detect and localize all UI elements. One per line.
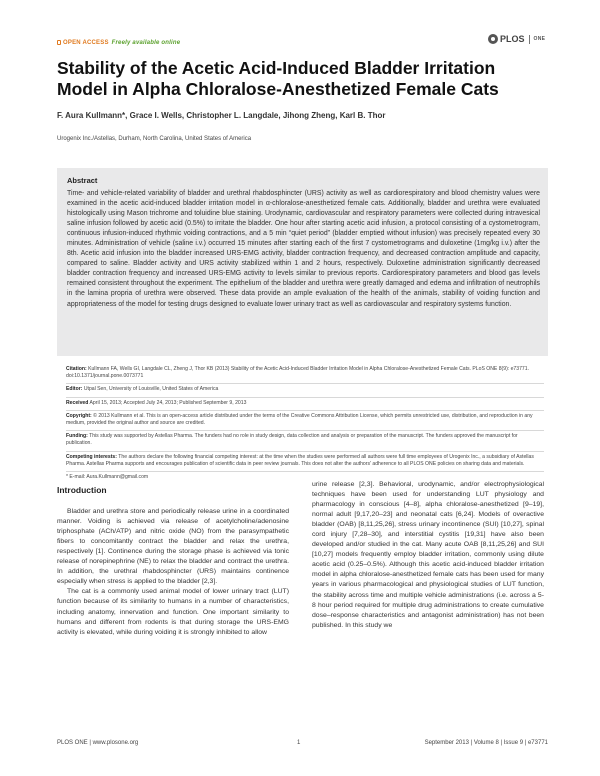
- journal-sub-text: ONE: [533, 36, 546, 42]
- dates-line: Received April 15, 2013; Accepted July 24, 2013; Published September 9, 2013: [66, 398, 544, 411]
- introduction-heading: Introduction: [57, 485, 107, 495]
- open-access-banner: [57, 40, 180, 46]
- journal-logo-text: PLOS: [500, 34, 525, 44]
- plos-one-logo: [488, 34, 545, 44]
- page-number: 1: [297, 740, 301, 746]
- right-column: [312, 480, 544, 631]
- funding-line: Funding: This study was supported by Astellas Pharma. The funders had no role in study design, data collection and analysis or preparation of the manuscript. The funders approved the manuscript for publication.: [66, 431, 544, 451]
- intro-paragraph: Bladder and urethra store and periodically release urine in a coordinated manner. Voiding is achieved via release of acetylcholine/adenosine triphosphate (ACh/ATP) and nitric oxide (NO) from the parasympathetic fibers to concomitantly contract the bladder and relax the urethra, respectively [1]. Continence during the storage phase is achieved via tonic release of norepinephrine (NE) to relax the bladder and contract the urethra. In addition, the urethral rhabdosphincter (URS) maintains continence especially when stress is applied to the bladder [2,3].: [57, 508, 289, 586]
- article-title: Stability of the Acetic Acid-Induced Bladder Irritation Model in Alpha Chloralose-Anesthetized Female Cats: [57, 58, 499, 99]
- email-line[interactable]: * E-mail: Aura.Kullmann@gmail.com: [66, 474, 149, 481]
- intro-paragraph: The cat is a commonly used animal model of lower urinary tract (LUT) function because of its similarity to humans in a number of characteristics, including anatomy, innervation and function. One important similarity to humans and different from rodents is that during storage the URS-EMG activity is elevated, while during voiding it is strongly inhibited to allow: [57, 588, 289, 636]
- freely-available-label: Freely available online: [111, 40, 181, 46]
- footer-journal-url[interactable]: PLOS ONE | www.plosone.org: [57, 740, 139, 746]
- abstract-box: [57, 168, 548, 356]
- logo-divider: [529, 35, 530, 44]
- abstract-heading: Abstract: [67, 176, 98, 185]
- footer-issue-info: September 2013 | Volume 8 | Issue 9 | e73771: [424, 740, 548, 746]
- intro-paragraph: urine release [2,3]. Behavioral, urodynamic, and/or electrophysiological techniques have been used for understanding LUT physiology and pharmacology in conscious [4–8], alpha chloralose-anesthetized [9–19], normal adult [9,17,20–23] and neonatal cats [6,24]. Models of overactive bladder (OAB) [8,11,25,26], stress urinary incontinence (SUI) [10,27], spinal cord injury [7,28–30], and interstitial cystitis [19,31] have also been developed and/or studied in the cat. Many acute OAB [8,11,25,26] and SUI [10,27] models frequently employ bladder irritation, commonly using dilute acetic acid (0.25–0.5%). Although this acetic acid-induced bladder irritation model in alpha chloralose-anesthetized female cats has been used for many years in various pharmacological and physiological studies of LUT function, the stability across time and multiple vehicle administrations (i.e. across a 5-8 hour period required for multiple drug administrations to create cumulative dose–response characteristics and antagonist administration) has not been published. In this study we: [312, 481, 544, 629]
- page-footer: [57, 740, 548, 750]
- competing-interests-line: Competing interests: The authors declare the following financial competing interest: at the time when the studies were performed all authors were full time employees of Urogenix Inc., a subsidiary of Astellas Pharma. Astellas Pharma supports and encourages publication of scientific data in peer review journals. This does not alter the authors' adherence to all PLOS ONE policies on sharing data and materials.: [66, 452, 544, 472]
- editor-line: Editor: Utpal Sen, University of Louisville, United States of America: [66, 384, 544, 397]
- open-lock-icon: [57, 40, 61, 45]
- open-access-label: OPEN ACCESS: [63, 40, 109, 46]
- abstract-text: Time- and vehicle-related variability of bladder and urethral rhabdosphincter (URS) activity as well as cardiorespiratory and blood chemistry values were examined in the acetic acid-induced bladder irritation model in α-chloralose-anesthetized female cats. Additionally, bladder and urethra were evaluated histologically using Mason trichrome and toluidine blue staining. Urodynamic, cardiovascular and respiratory parameters were collected during intravesical saline infusion followed by acetic acid (0.5%) to irritate the bladder. One hour after starting acetic acid infusion, a protocol consisting of a cystometrogram, continuous infusion-induced rhythmic voiding contractions, and a 5 min “quiet period” (bladder emptied without infusion) was precisely repeated every 30 minutes. Administration of vehicle (saline i.v.) occurred 15 minutes after starting each of the first 7 cystometrograms and duloxetine (1mg/kg i.v.) after the 8th. Acetic acid infusion into the bladder increased URS-EMG activity, bladder contraction frequency, and decreased contraction amplitude and capacity, compared to saline. Bladder activity and URS activity stabilized within 1 and 2 hours, respectively. Duloxetine administration significantly decreased bladder contraction frequency and increased URS-EMG activity to levels similar to previous reports. Cardiorespiratory parameters and blood gas levels remained consistent throughout the experiment. The epithelium of the bladder and urethra were greatly damaged and edema and infiltration of neutrophils in the lamina propria of urethra were observed. These data provide an ample evaluation of the health of the animals, stability of voiding function and appropriateness of the model for testing drugs designed to evaluate lower urinary tract as well as cardiovascular and respiratory systems function.: [67, 190, 540, 308]
- plos-logo-icon: [488, 34, 498, 44]
- copyright-line: Copyright: © 2013 Kullmann et al. This is an open-access article distributed under the terms of the Creative Commons Attribution License, which permits unrestricted use, distribution, and reproduction in any medium, provided the original author and source are credited.: [66, 411, 544, 431]
- article-metadata: [66, 364, 544, 484]
- author-list: F. Aura Kullmann*, Grace I. Wells, Christopher L. Langdale, Jihong Zheng, Karl B. Thor: [57, 111, 386, 120]
- citation-line: Citation: Kullmann FA, Wells GI, Langdale CL, Zheng J, Thor KB (2013) Stability of the Acetic Acid-Induced Bladder Irritation Model in Alpha Chloralose-Anesthetized Female Cats. PLoS ONE 8(9): e73771. doi:10.1371/journal.pone.0073771: [66, 364, 544, 384]
- affiliation: Urogenix Inc./Astellas, Durham, North Carolina, United States of America: [57, 136, 252, 142]
- left-column: [57, 485, 289, 638]
